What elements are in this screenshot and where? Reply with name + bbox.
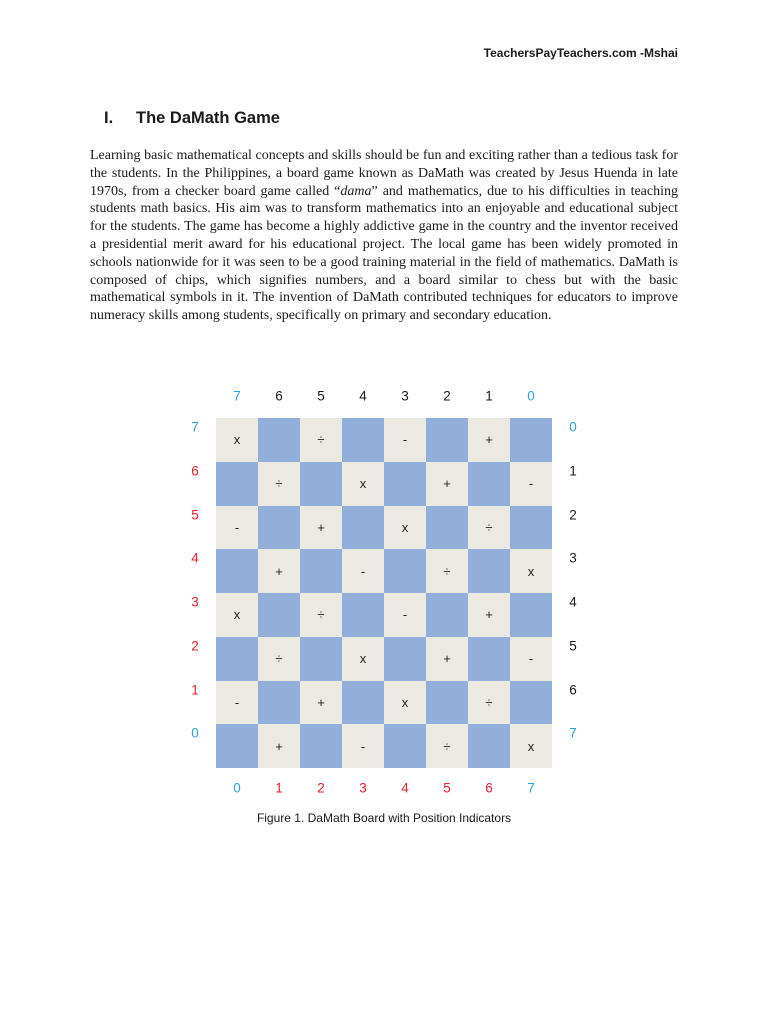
board-square (426, 506, 468, 550)
board-square: ÷ (258, 637, 300, 681)
header-note: TeachersPayTeachers.com -Mshai (483, 46, 678, 60)
board-square (384, 462, 426, 506)
board-square (300, 549, 342, 593)
board-square: + (426, 462, 468, 506)
right-row-label: 6 (569, 682, 577, 697)
board-square (342, 418, 384, 462)
board-square (384, 637, 426, 681)
left-row-label: 1 (191, 682, 199, 697)
right-row-label: 2 (569, 507, 577, 522)
board-square (468, 724, 510, 768)
board-square (426, 681, 468, 725)
board-square (510, 418, 552, 462)
board-square: x (384, 681, 426, 725)
board-square: + (426, 637, 468, 681)
board-square: x (510, 549, 552, 593)
board-square (216, 724, 258, 768)
board-square: - (342, 724, 384, 768)
board-square (342, 506, 384, 550)
board-square: ÷ (300, 418, 342, 462)
board-square: ÷ (468, 681, 510, 725)
body-paragraph: Learning basic mathematical concepts and skills should be fun and exciting rather than a tedious task for the students. In the Philippines, a board game known as DaMath was created by Jesus Huenda in late 1970s, from a checker board game called “dama” and mathematics, due to his difficulties in teaching students math basics. His aim was to transform mathematics into an enjoyable and educational subject for the students. The game has become a highly addictive game in the country and the inventor received a presidential merit award for his educational project. The local game has been widely promoted in schools nationwide for it was seen to be a good training material in the field of mathematics. DaMath is composed of chips, which signifies numbers, and a board similar to chess but with the basic mathematical symbols in it. The invention of DaMath contributed techniques for educators to improve numeracy skills among students, specifically on primary and secondary education. (90, 148, 678, 324)
board-square (468, 549, 510, 593)
left-row-label: 0 (191, 725, 199, 741)
board-square: + (300, 506, 342, 550)
right-row-label: 4 (569, 594, 577, 610)
left-row-label: 5 (191, 507, 199, 522)
board-square: x (510, 724, 552, 768)
board-square: x (342, 462, 384, 506)
board-square (468, 462, 510, 506)
board-square (510, 506, 552, 550)
right-row-label: 3 (569, 550, 577, 566)
board-square (384, 549, 426, 593)
bottom-column-label: 7 (527, 780, 535, 796)
board-square: + (258, 549, 300, 593)
board-square: x (384, 506, 426, 550)
top-column-label: 5 (317, 388, 325, 404)
board-square (426, 593, 468, 637)
top-column-label: 4 (359, 388, 367, 404)
right-row-label: 1 (569, 463, 577, 479)
board-square (216, 549, 258, 593)
right-row-label: 7 (569, 725, 577, 741)
bottom-column-label: 3 (359, 780, 367, 796)
bottom-column-label: 6 (485, 780, 493, 796)
board-square (300, 724, 342, 768)
board-square: + (468, 593, 510, 637)
top-column-label: 2 (443, 388, 451, 404)
board-square (426, 418, 468, 462)
board-square (258, 506, 300, 550)
top-column-label: 7 (233, 388, 241, 404)
top-column-label: 3 (401, 388, 409, 404)
board-square (468, 637, 510, 681)
left-row-label: 3 (191, 594, 199, 610)
left-row-label: 4 (191, 550, 199, 566)
bottom-column-label: 5 (443, 780, 451, 796)
board-square: x (216, 418, 258, 462)
bottom-column-label: 2 (317, 780, 325, 796)
board-square: - (384, 593, 426, 637)
section-title-text: The DaMath Game (136, 109, 280, 127)
board-square: - (510, 637, 552, 681)
board-square: - (510, 462, 552, 506)
board-square: ÷ (426, 724, 468, 768)
board-square: + (300, 681, 342, 725)
board-square (258, 593, 300, 637)
board-square: ÷ (468, 506, 510, 550)
board-square (510, 681, 552, 725)
board-square: ÷ (258, 462, 300, 506)
top-column-label: 1 (485, 388, 493, 404)
board-square: x (216, 593, 258, 637)
board-square (258, 681, 300, 725)
board-square: - (384, 418, 426, 462)
board-square: x (342, 637, 384, 681)
board-square (342, 593, 384, 637)
section-title (104, 109, 280, 128)
board-square (300, 637, 342, 681)
board-square: - (342, 549, 384, 593)
right-row-label: 0 (569, 419, 577, 435)
board-square (216, 637, 258, 681)
top-column-label: 0 (527, 388, 535, 404)
board-square: - (216, 506, 258, 550)
board-square (300, 462, 342, 506)
bottom-column-label: 0 (233, 780, 241, 796)
left-row-label: 7 (191, 419, 199, 435)
board-square (384, 724, 426, 768)
bottom-column-label: 1 (275, 780, 283, 796)
right-row-label: 5 (569, 638, 577, 654)
board-square (258, 418, 300, 462)
board-square (510, 593, 552, 637)
board-square: + (468, 418, 510, 462)
term-dama: dama (340, 183, 372, 199)
board-square: ÷ (426, 549, 468, 593)
board-square (342, 681, 384, 725)
section-number: I. (104, 109, 114, 127)
bottom-column-label: 4 (401, 780, 409, 796)
top-column-label: 6 (275, 388, 283, 404)
figure-caption: Figure 1. DaMath Board with Position Indicators (256, 811, 512, 825)
damath-board (216, 418, 552, 768)
board-square: + (258, 724, 300, 768)
left-row-label: 6 (191, 463, 199, 479)
board-square: - (216, 681, 258, 725)
board-square (216, 462, 258, 506)
board-square: ÷ (300, 593, 342, 637)
left-row-label: 2 (191, 638, 199, 654)
